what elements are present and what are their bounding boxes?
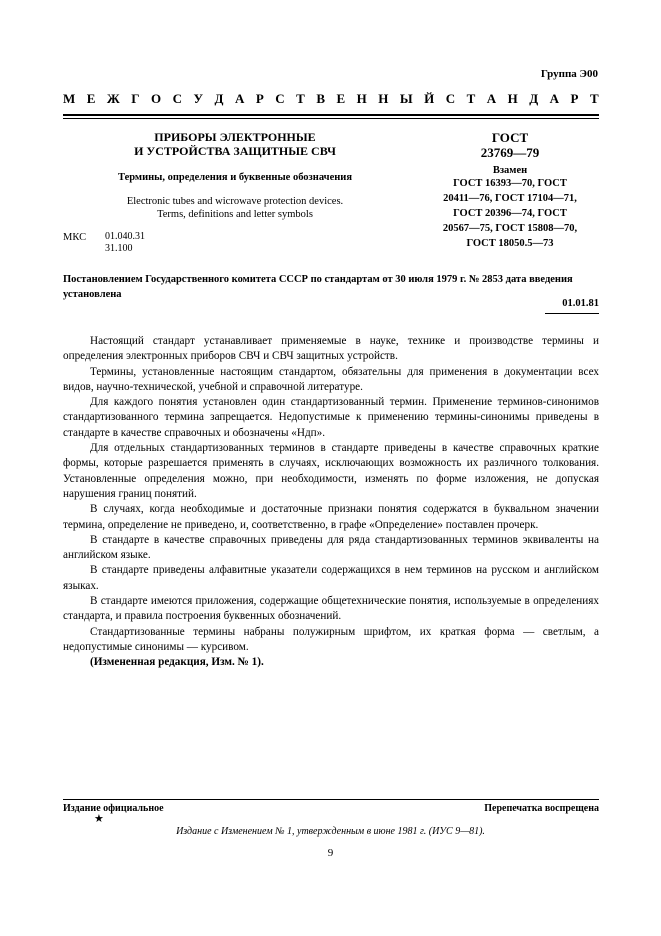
paragraph: В стандарте имеются приложения, содержащие общетехнические понятия, используемые в определениях стандарта, и правила построения буквенных обозначений. [63,595,599,623]
gost-label: ГОСТ [491,130,529,145]
title-english-2: Terms, definitions and letter symbols [157,209,313,220]
paragraph: Для отдельных стандартизованных терминов в стандарте приведены в качестве справочных краткие формы, которые разрешается применять в случаях, исключающих возможность их различного толкования. Установленные определения можно, при необходимости, изменять по форме изложения, не допуская нарушения границ понятий. [63,442,599,500]
mks-code: 01.040.31 [105,231,145,242]
title-english-1: Electronic tubes and wicrowave protection devices. [126,196,344,207]
paragraph: В стандарте приведены алфавитные указатели содержащихся в нем терминов на русском и английском языках. [63,564,599,592]
star-icon: ★ [94,813,104,825]
gost-replaces-line: ГОСТ 18050.5—73 [466,238,554,249]
gost-replaces-label: Взамен [492,165,528,176]
amendment-note: (Измененная редакция, Изм. № 1). [90,656,264,669]
header-letter: Ы [399,91,413,106]
header-letter: С [172,91,183,106]
date-underline [545,313,599,314]
gost-replaces-line: ГОСТ 16393—70, ГОСТ [453,178,567,189]
page-number: 9 [327,847,334,859]
gost-replaces-line: 20567—75, ГОСТ 15808—70, [442,223,578,234]
header-rule-thick [63,114,599,116]
header-letter: Р [570,91,579,106]
header-letter: Н [356,91,367,106]
header-letter: О [151,91,162,106]
mks-label: МКС [63,232,87,243]
paragraph: Термины, установленные настоящим стандартом, обязательны для применения в документации всех видов, научно-технической, учебной и справочной литературе. [63,365,599,393]
header-letter: Й [424,91,435,106]
header-letter: Д [214,91,224,106]
standard-header [63,91,599,107]
gost-replaces-list [420,176,600,251]
title-subtitle: Термины, определения и буквенные обозначения [117,172,353,183]
gost-replaces-line: ГОСТ 20396—74, ГОСТ [453,208,567,219]
header-letter: Н [378,91,389,106]
edition-note: Издание с Изменением № 1, утвержденным в июне 1981 г. (ИУС 9—81). [176,826,485,837]
header-letter: Т [466,91,476,106]
header-letter: А [549,91,560,106]
title-line-1: ПРИБОРЫ ЭЛЕКТРОННЫЕ [154,130,316,144]
gost-block [420,130,600,251]
paragraph: В стандарте в качестве справочных приведены для ряда стандартизованных терминов эквиваленты на английском языке. [63,533,599,562]
header-letter: Т [589,91,599,106]
header-letter: С [275,91,285,106]
header-letter: Д [529,91,539,106]
paragraph: В случаях, когда необходимые и достаточные признаки понятия содержатся в буквальном значении термина, определение не приведено, и, соответственно, в графе «Определение» поставлен прочерк. [63,503,599,531]
header-letter: Е [86,91,96,106]
title-line-2: И УСТРОЙСТВА ЗАЩИТНЫЕ СВЧ [134,144,336,158]
mks-codes [105,231,145,255]
header-letter: А [234,91,245,106]
header-letter: Р [255,91,264,106]
group-code: Группа Э00 [540,68,598,80]
header-letter: Т [296,91,305,106]
header-letter: Н [507,91,518,106]
header-rule-thin [63,118,599,119]
gost-number: 23769—79 [480,145,540,160]
paragraph: Настоящий стандарт устанавливает применяемые в науке, технике и производстве термины и определения электронных приборов СВЧ и СВЧ защитных устройств. [63,335,599,363]
effective-date: 01.01.81 [562,298,599,309]
decree-text: Постановлением Государственного комитета СССР по стандартам от 30 июля 1979 г. № 2853 дата введения установлена [63,274,573,300]
header-letter: У [193,91,204,106]
mks-code: 31.100 [105,243,133,254]
header-letter: Е [336,91,346,106]
gost-replaces-line: 20411—76, ГОСТ 17104—71, [443,193,577,204]
header-letter: С [445,91,456,106]
title-block [100,130,370,221]
paragraph: Стандартизованные термины набраны полужирным шрифтом, их краткая форма — светлым, а недопустимые синонимы — курсивом. [63,625,599,653]
header-letter: Ж [106,91,120,106]
header-letter: В [316,91,325,106]
header-letter: М [63,91,76,106]
reprint-prohibited-label: Перепечатка воспрещена [484,803,599,814]
official-edition-label: Издание официальное [63,803,164,814]
header-letter: Г [131,91,140,106]
paragraph: Для каждого понятия установлен один стандартизованный термин. Применение терминов-синонимов стандартизованного термина запрещается. Недопустимые к применению термины-синонимы приведены в стандарте в качестве справочных и обозначены «Ндп». [63,396,599,439]
header-letter: А [486,91,497,106]
body-text [63,334,599,671]
footer-rule [63,799,599,800]
